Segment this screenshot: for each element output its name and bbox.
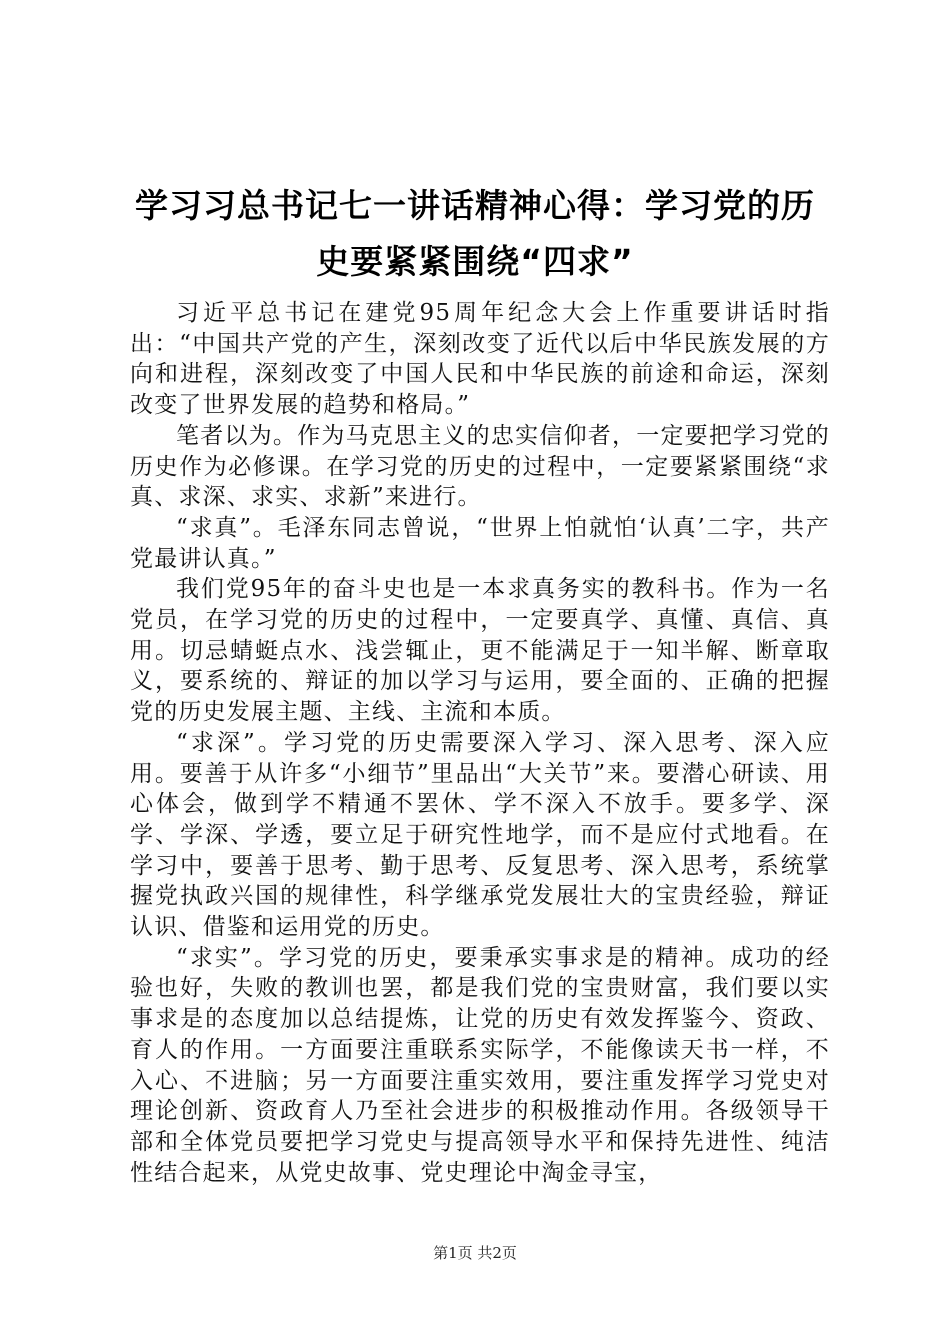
page-number-footer: 第1页 共2页 [433, 1244, 517, 1262]
title-line-1: 学习习总书记七一讲话精神心得：学习党的历 [135, 186, 815, 225]
title-line-2: 史要紧紧围绕“四求” [316, 242, 634, 281]
paragraph: 我们党95年的奋斗史也是一本求真务实的教科书。作为一名党员，在学习党的历史的过程中，一定要真学、真懂、真信、真用。切忌蜻蜓点水、浅尝辄止，更不能满足于一知半解、断章取义，要系统的、辩证的加以学习与运用，要全面的、正确的把握党的历史发展主题、主线、主流和本质。 [130, 576, 830, 726]
document-title [110, 178, 840, 290]
document-body [130, 298, 830, 1188]
paragraph: 习近平总书记在建党95周年纪念大会上作重要讲话时指出：“中国共产党的产生，深刻改变了近代以后中华民族发展的方向和进程，深刻改变了中国人民和中华民族的前途和命运，深刻改变了世界发展的趋势和格局。” [130, 300, 830, 419]
paragraph: 笔者以为。作为马克思主义的忠实信仰者，一定要把学习党的历史作为必修课。在学习党的历史的过程中，一定要紧紧围绕“求真、求深、求实、求新”来进行。 [130, 422, 830, 511]
paragraph: “求深”。学习党的历史需要深入学习、深入思考、深入应用。要善于从许多“小细节”里品出“大关节”来。要潜心研读、用心体会，做到学不精通不罢休、学不深入不放手。要多学、深学、学深、学透，要立足于研究性地学，而不是应付式地看。在学习中，要善于思考、勤于思考、反复思考、深入思考，系统掌握党执政兴国的规律性，科学继承党发展壮大的宝贵经验，辩证认识、借鉴和运用党的历史。 [130, 729, 830, 941]
paragraph: “求实”。学习党的历史，要秉承实事求是的精神。成功的经验也好，失败的教训也罢，都是我们党的宝贵财富，我们要以实事求是的态度加以总结提炼，让党的历史有效发挥鉴今、资政、育人的作用。一方面要注重联系实际学，不能像读天书一样，不入心、不进脑；另一方面要注重实效用，要注重发挥学习党史对理论创新、资政育人乃至社会进步的积极推动作用。各级领导干部和全体党员要把学习党史与提高领导水平和保持先进性、纯洁性结合起来，从党史故事、党史理论中淘金寻宝， [130, 944, 830, 1186]
paragraph: “求真”。毛泽东同志曾说，“世界上怕就怕‘认真’二字，共产党最讲认真。” [130, 514, 830, 572]
